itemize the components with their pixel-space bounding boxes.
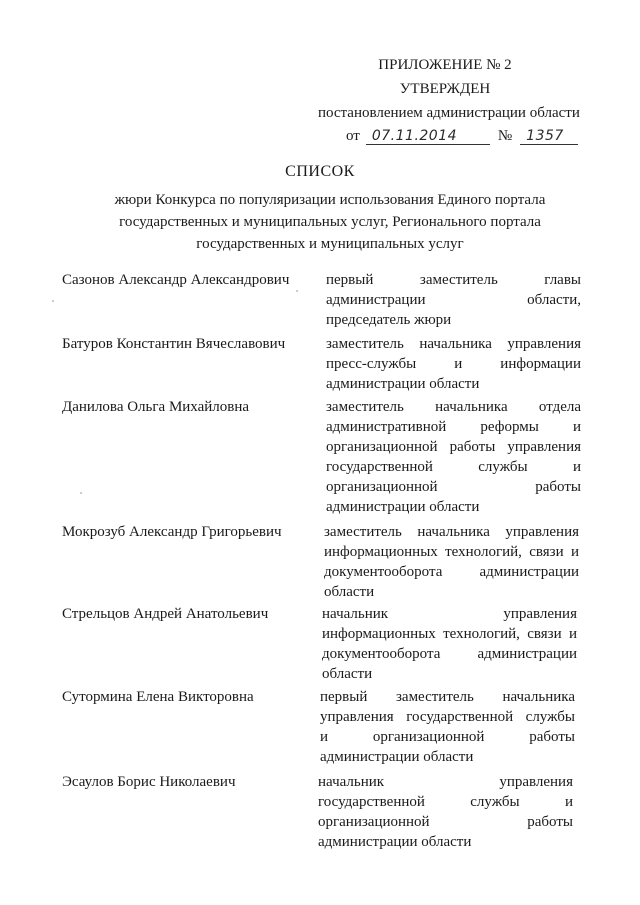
post-line: управления государственной службы (320, 709, 575, 725)
post-line: государственной службы и (326, 459, 581, 475)
post-line: административной реформы и (326, 419, 581, 435)
subtitle-line: государственных и муниципальных услуг, Регионального портала (119, 214, 541, 230)
appendix-heading: ПРИЛОЖЕНИЕ № 2 (378, 57, 512, 73)
post-line: и организационной работы (320, 729, 575, 745)
post-line: администрации области, (326, 292, 581, 308)
post-line: председатель жюри (326, 312, 452, 328)
subtitle-line: жюри Конкурса по популяризации использования Единого портала (114, 192, 546, 208)
member-post (326, 397, 581, 517)
post-line: первый заместитель главы (326, 272, 581, 288)
date-number-row (346, 128, 596, 145)
scan-speck (80, 492, 82, 494)
member-name: Батуров Константин Вячеславович (62, 336, 286, 352)
list-subtitle (100, 189, 560, 255)
post-line: начальник управления (322, 606, 577, 622)
post-line: заместитель начальника отдела (326, 399, 581, 415)
member-post (326, 334, 581, 394)
member-post (322, 604, 577, 684)
date-label: от (346, 128, 360, 144)
member-name: Эсаулов Борис Николаевич (62, 774, 236, 790)
post-line: информационных технологий, связи и (322, 626, 577, 642)
post-line: администрации области (326, 499, 480, 515)
post-line: администрации области (318, 834, 472, 850)
approved-heading: УТВЕРЖДЕН (399, 81, 491, 97)
post-line: информационных технологий, связи и (324, 544, 579, 560)
post-line: администрации области (320, 749, 474, 765)
member-name: Стрельцов Андрей Анатольевич (62, 606, 269, 622)
post-line: пресс-службы и информации (326, 356, 581, 372)
post-line: заместитель начальника управления (326, 336, 581, 352)
list-title: СПИСОК (285, 163, 355, 180)
post-line: первый заместитель начальника (320, 689, 575, 705)
member-post (326, 270, 581, 330)
handwritten-date: 07.11.2014 (366, 128, 490, 145)
handwritten-number: 1357 (520, 128, 578, 145)
member-name: Сутормина Елена Викторовна (62, 689, 254, 705)
member-post (318, 772, 573, 852)
subtitle-line: государственных и муниципальных услуг (196, 236, 464, 252)
post-line: начальник управления (318, 774, 573, 790)
post-line: организационной работы управления (326, 439, 581, 455)
member-name: Сазонов Александр Александрович (62, 272, 290, 288)
post-line: организационной работы (318, 814, 573, 830)
post-line: области (322, 666, 373, 682)
number-label: № (497, 128, 513, 144)
member-post (324, 522, 579, 602)
scan-speck (296, 290, 298, 292)
post-line: документооборота администрации (324, 564, 579, 580)
post-line: государственной службы и (318, 794, 573, 810)
post-line: организационной работы (326, 479, 581, 495)
post-line: области (324, 584, 375, 600)
member-name: Мокрозуб Александр Григорьевич (62, 524, 282, 540)
post-line: заместитель начальника управления (324, 524, 579, 540)
post-line: документооборота администрации (322, 646, 577, 662)
member-name: Данилова Ольга Михайловна (62, 399, 250, 415)
member-post (320, 687, 575, 767)
scan-speck (52, 300, 54, 302)
post-line: администрации области (326, 376, 480, 392)
decree-line: постановлением администрации области (318, 105, 580, 121)
